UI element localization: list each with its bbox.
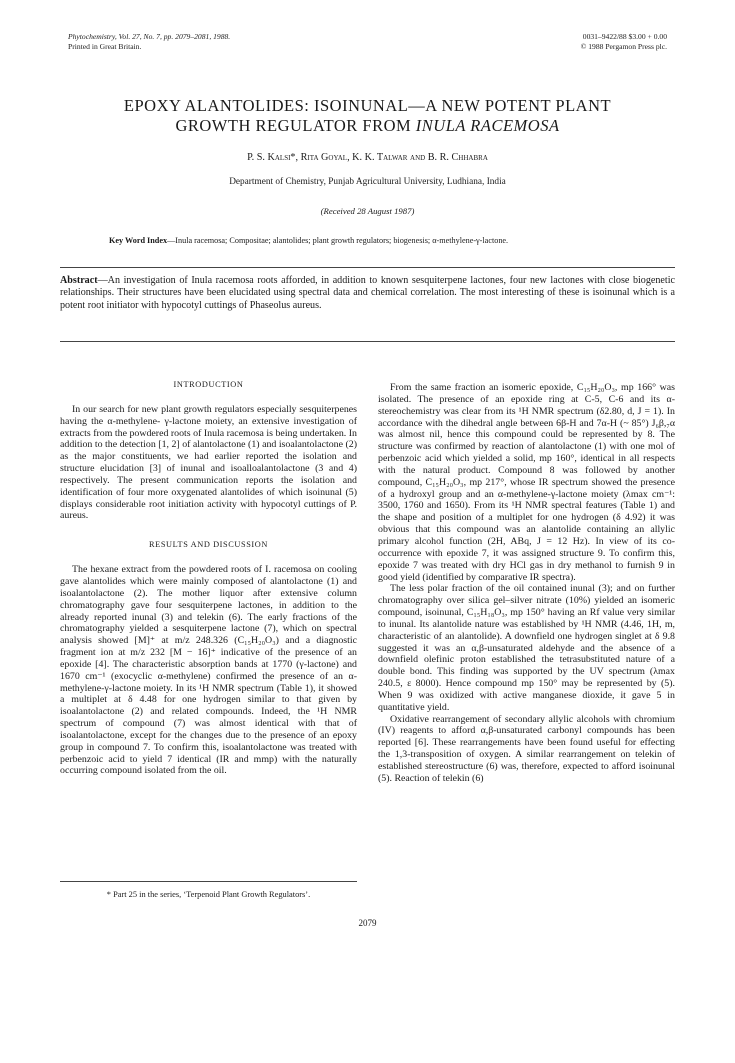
right-paragraph-3: Oxidative rearrangement of secondary allylic alcohols with chromium (IV) reagents to afford α,β-unsaturated carbonyl compounds has been reported [6]. These rearrangements have been found useful for effecting the 1,3-transposition of oxygen. A similar rearrangement on telekin of established stereostructure (6) was, therefore, expected to afford isoinunal (5). Reaction of telekin (6) — [378, 713, 675, 784]
price-code-line: 0031–9422/88 $3.00 + 0.00 — [582, 32, 667, 41]
printed-in-line: Printed in Great Britain. — [68, 42, 142, 51]
affiliation: Department of Chemistry, Punjab Agricultural University, Ludhiana, India — [229, 177, 506, 187]
page-number: 2079 — [358, 918, 377, 928]
keyword-label: Key Word Index — [109, 236, 168, 245]
introduction-paragraph: In our search for new plant growth regulators especially sesquiterpenes having the α-methylene- γ-lactone moiety, an extensive investigation of extracts from the powdered roots of Inula racemosa is being undertaken. In addition to the detection [1, 2] of alantolactone (1) and isoalantolactone (2) as the major constituents, we had earlier reported the isolation and structure elucidation [3] of inunal and isoalloalantolactone (3 and 4) respectively. The present communication reports the isolation and identification of four more oxygenated alantolides of which isoinunal (5) displays considerable root initiation activity with hypocotyl cuttings of P. aureus. — [60, 403, 357, 522]
copyright-block — [581, 32, 667, 52]
footnote-rule — [60, 881, 357, 882]
abstract — [60, 275, 675, 312]
author-list: P. S. Kalsi*, Rita Goyal, K. K. Talwar and B. R. Chhabra — [247, 152, 488, 163]
left-column — [60, 379, 357, 777]
section-heading-results: RESULTS AND DISCUSSION — [149, 540, 268, 550]
title-line-2-prefix: GROWTH REGULATOR FROM — [175, 116, 416, 135]
journal-citation — [68, 32, 230, 52]
section-heading-introduction: INTRODUCTION — [173, 380, 244, 389]
abstract-text: —An investigation of Inula racemosa roots afforded, in addition to known sesquiterpene lactones, four new lactones with close biogenetic relationships. Their structures have been elucidated using spectral data and chemical correlation. The most interesting of these is isoinunal which is a potent root initiator with hypocotyl cuttings of Phaseolus aureus. — [60, 275, 675, 311]
received-date: (Received 28 August 1987) — [320, 206, 415, 216]
title-line-2-species: INULA RACEMOSA — [415, 116, 560, 135]
citation-line: Phytochemistry, Vol. 27, No. 7, pp. 2079–2081, 1988. — [68, 32, 231, 41]
title-line-2 — [60, 116, 675, 136]
right-column — [378, 382, 675, 785]
keyword-index — [109, 235, 629, 246]
abstract-label: Abstract — [60, 275, 98, 286]
abstract-bottom-rule — [60, 341, 675, 342]
right-paragraph-2: The less polar fraction of the oil contained inunal (3); and on further chromatography over silica gel–silver nitrate (10%) yielded an isomeric compound, isoinunal, C₁₅H₁₈O₃, mp 150° having an Rf value very similar to inunal. Its alantolide nature was established by ¹H NMR (4.46, 1H, m, characteristic of an alantolide). A downfield one hydrogen singlet at δ 9.8 suggested it was an α,β-unsaturated aldehyde and the absence of a downfield olefinic proton established the tetrasubstituted nature of a double bond. This finding was supported by the UV spectrum (λmax 240.5, ε 8000). Hence compound mp 150° may be represented by (5). When 9 was oxidized with active manganese dioxide, it gave 5 in quantitative yield. — [378, 583, 675, 713]
footnote: * Part 25 in the series, ‘Terpenoid Plant Growth Regulators’. — [106, 890, 311, 899]
right-paragraph-1: From the same fraction an isomeric epoxide, C₁₅H₂₀O₃, mp 166° was isolated. The presence of an epoxide ring at C-5, C-6 and its α-stereochemistry was clear from its ¹H NMR spectrum (δ2.80, d, J = 1). In accordance with the dihedral angle between 6β-H and 7α-H (~ 85°) J₆β,₇α was almost nil, hence this compound could be represented by 8. The structure was confirmed by reaction of alantolactone (1) with one mol of perbenzoic acid which yielded a solid, mp 160°, identical in all respects with the natural product. Compound 8 was followed by another compound, C₁₅H₂₀O₃, mp 217°, whose IR spectrum showed the presence of a hydroxyl group and an α-methylene-γ-lactone moiety (λmax cm⁻¹: 3500, 1760 and 1650). From its ¹H NMR spectral features (Table 1) and the shape and position of a multiplet for one hydrogen (δ 4.92) it was obvious that this compound was an alantolide containing an allylic primary alcohol function (2H, ABq, J = 12 Hz). In view of its co-occurrence with epoxide 7, it was assigned structure 9. To confirm this, epoxide 7 was treated with dry HCl gas in dry methanol to furnish 9 in good yield (identified by comparative IR spectra). — [378, 382, 675, 583]
paper-title — [60, 96, 675, 136]
title-line-1: EPOXY ALANTOLIDES: ISOINUNAL—A NEW POTENT PLANT — [123, 96, 612, 115]
abstract-top-rule — [60, 267, 675, 268]
copyright-line: © 1988 Pergamon Press plc. — [580, 42, 667, 51]
results-paragraph: The hexane extract from the powdered roots of I. racemosa on cooling gave alantolides which were mainly composed of alantolactone (1) and isoalantolactone (2). The mother liquor after extensive column chromatography gave four sesquiterpene lactones, in addition to the already reported inunal (3) and telekin (6). The early fractions of the chromatography yielded a sesquiterpene lactone (7), which on spectral analysis showed [M]⁺ at m/z 248.326 (C₁₅H₂₀O₃) and a diagnostic fragment ion at m/z 232 [M − 16]⁺ indicative of the presence of an epoxide [4]. The characteristic absorption bands at 1770 (γ-lactone) and 1670 cm⁻¹ (exocyclic α-methylene) confirmed the presence of an α-methylene-γ-lactone moiety. In its ¹H NMR spectrum (Table 1), it showed a multiplet at δ 4.48 for one hydrogen similar to that given by isoalantolactone (2) and related compounds. Indeed, the ¹H NMR spectrum of compound (7) was almost identical with that of isoalantolactone, except for the changes due to the presence of an epoxy group in compound 7. To confirm this, isoalantolactone was treated with perbenzoic acid to yield 7 identical (IR and mmp) with the naturally occurring compound isolated from the oil. — [60, 564, 357, 777]
keyword-text: —Inula racemosa; Compositae; alantolides; plant growth regulators; biogenesis; α-methylene-γ-lactone. — [167, 236, 509, 245]
